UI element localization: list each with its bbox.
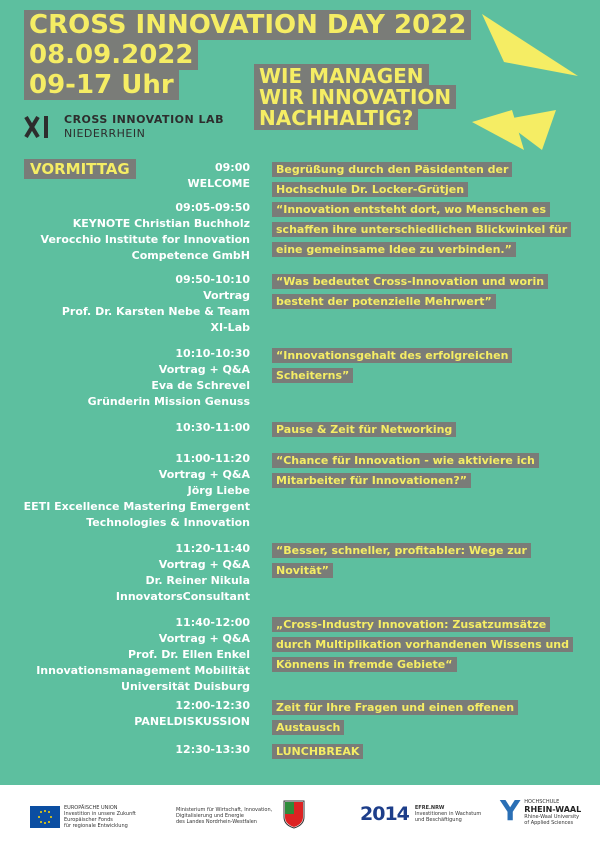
section-vormittag: VORMITTAG bbox=[24, 160, 136, 178]
lab-region: NIEDERRHEIN bbox=[64, 127, 146, 140]
schedule-time-info bbox=[62, 272, 250, 336]
efre-number: 2014 bbox=[360, 803, 409, 825]
schedule-topic-text: “Innovation entsteht dort, wo Menschen es schaffen ihre unterschiedlichen Blickwinkel für eine gemeinsame Idee zu verbinden.” bbox=[272, 202, 571, 257]
schedule-detail: Vortrag + Q&A bbox=[158, 468, 250, 481]
schedule-time-info bbox=[41, 200, 250, 264]
title-line-1: CROSS INNOVATION DAY 2022 bbox=[24, 10, 471, 41]
ministry-line-2: Digitalisierung und Energie bbox=[176, 813, 244, 819]
schedule-time: 12:30-13:30 bbox=[175, 743, 250, 756]
schedule-detail: EETI Excellence Mastering Emergent bbox=[23, 500, 250, 513]
title-line-2: 08.09.2022 bbox=[24, 40, 198, 71]
eu-logo bbox=[30, 805, 136, 829]
schedule-time: 12:00-12:30 bbox=[175, 699, 250, 712]
schedule-detail: XI-Lab bbox=[210, 321, 250, 334]
lab-name: CROSS INNOVATION LAB bbox=[64, 113, 224, 126]
schedule-time-info bbox=[175, 742, 250, 758]
schedule-time: 10:30-11:00 bbox=[175, 421, 250, 434]
ministry-line-3: des Landes Nordrhein-Westfalen bbox=[176, 819, 257, 825]
schedule-detail: WELCOME bbox=[187, 177, 250, 190]
schedule-time: 11:00-11:20 bbox=[175, 452, 250, 465]
schedule-topic-text: “Was bedeutet Cross-Innovation und worin besteht der potenzielle Mehrwert” bbox=[272, 274, 548, 309]
schedule-time-info bbox=[116, 541, 250, 605]
eu-line-3: Europäischer Fonds bbox=[64, 817, 113, 823]
schedule-topic-text: “Besser, schneller, profitabler: Wege zur Novität” bbox=[272, 543, 531, 578]
schedule-detail: Vortrag + Q&A bbox=[158, 632, 250, 645]
schedule-detail: InnovatorsConsultant bbox=[115, 590, 250, 603]
schedule-detail: Vortrag bbox=[203, 289, 250, 302]
nrw-crest-icon bbox=[282, 799, 306, 829]
schedule-time: 09:05-09:50 bbox=[175, 201, 250, 214]
hs-line-3: Rhine-Waal University bbox=[524, 814, 580, 820]
schedule-detail: Vortrag + Q&A bbox=[158, 558, 250, 571]
title-line-3: 09-17 Uhr bbox=[24, 70, 179, 101]
schedule-topic-text: “Innovationsgehalt des erfolgreichen Scheiterns” bbox=[272, 348, 512, 383]
schedule-detail: Dr. Reiner Nikula bbox=[145, 574, 250, 587]
eu-flag-icon bbox=[30, 806, 60, 828]
efre-line-2: Investitionen in Wachstum bbox=[414, 811, 482, 817]
schedule-detail: Innovationsmanagement Mobilität bbox=[36, 664, 250, 677]
efre-logo bbox=[360, 803, 481, 825]
schedule-topic-text: Begrüßung durch den Päsidenten der Hochschule Dr. Locker-Grütjen bbox=[272, 162, 512, 197]
schedule-topic bbox=[272, 541, 572, 581]
schedule-time: 11:20-11:40 bbox=[175, 542, 250, 555]
schedule-detail: Verocchio Institute for Innovation bbox=[40, 233, 250, 246]
schedule-time-info bbox=[88, 346, 250, 410]
hs-line-1: HOCHSCHULE bbox=[524, 799, 560, 805]
lab-logo bbox=[24, 113, 224, 141]
schedule-detail: Eva de Schrevel bbox=[151, 379, 250, 392]
ministry-line-1: Ministerium für Wirtschaft, Innovation, bbox=[176, 807, 273, 813]
eu-line-4: für regionale Entwicklung bbox=[64, 823, 128, 829]
hochschule-logo bbox=[500, 794, 582, 827]
schedule-detail: Prof. Dr. Ellen Enkel bbox=[127, 648, 250, 661]
schedule-time: 10:10-10:30 bbox=[175, 347, 250, 360]
xi-logo-icon bbox=[24, 115, 58, 139]
schedule-topic-text: „Cross-Industry Innovation: Zusatzumsätze durch Multiplikation vorhandenen Wissens und Könnens in fremde Gebiete“ bbox=[272, 617, 573, 672]
schedule-topic bbox=[272, 420, 572, 440]
schedule-time: 11:40-12:00 bbox=[175, 616, 250, 629]
schedule-time-info bbox=[187, 160, 250, 192]
schedule-topic bbox=[272, 615, 572, 675]
schedule-detail: Competence GmbH bbox=[131, 249, 250, 262]
schedule-time-info bbox=[36, 615, 250, 695]
schedule-detail: Vortrag + Q&A bbox=[158, 363, 250, 376]
schedule-topic-text: Zeit für Ihre Fragen und einen offenen Austausch bbox=[272, 700, 518, 735]
schedule-time-info bbox=[175, 420, 250, 436]
schedule-time-info bbox=[24, 451, 250, 531]
schedule-time-info bbox=[134, 698, 250, 730]
schedule-topic bbox=[272, 272, 572, 312]
schedule-topic-text: LUNCHBREAK bbox=[272, 744, 363, 759]
schedule-topic bbox=[272, 346, 572, 386]
schedule-detail: Universität Duisburg bbox=[121, 680, 250, 693]
ministry-logo bbox=[176, 807, 286, 825]
schedule-time: 09:50-10:10 bbox=[175, 273, 250, 286]
schedule-topic bbox=[272, 200, 572, 260]
schedule-detail: Jörg Liebe bbox=[187, 484, 250, 497]
schedule-topic bbox=[272, 742, 572, 762]
efre-line-1: EFRE.NRW bbox=[414, 805, 445, 811]
schedule-detail: Gründerin Mission Genuss bbox=[87, 395, 250, 408]
schedule-topic-text: Pause & Zeit für Networking bbox=[272, 422, 456, 437]
hs-line-2: RHEIN-WAAL bbox=[524, 805, 582, 814]
eu-line-2: Investition in unsere Zukunft bbox=[64, 811, 136, 817]
efre-line-3: und Beschäftigung bbox=[414, 817, 462, 823]
schedule-topic bbox=[272, 698, 572, 738]
schedule-detail: Prof. Dr. Karsten Nebe & Team bbox=[61, 305, 250, 318]
schedule-topic bbox=[272, 160, 572, 200]
schedule-detail: KEYNOTE Christian Buchholz bbox=[72, 217, 250, 230]
eu-line-1: EUROPÄISCHE UNION bbox=[64, 805, 118, 811]
schedule-topic-text: “Chance für Innovation - wie aktiviere ich Mitarbeiter für Innovationen?” bbox=[272, 453, 539, 488]
footer-logos bbox=[0, 785, 600, 849]
schedule-topic bbox=[272, 451, 572, 491]
hs-line-4: of Applied Sciences bbox=[524, 820, 574, 826]
schedule-detail: PANELDISKUSSION bbox=[134, 715, 250, 728]
schedule-detail: Technologies & Innovation bbox=[86, 516, 250, 529]
subtitle: WIE MANAGEN WIR INNOVATION NACHHALTIG? bbox=[254, 66, 474, 129]
schedule-time: 09:00 bbox=[214, 161, 250, 174]
hochschule-y-icon: Y bbox=[500, 794, 521, 827]
